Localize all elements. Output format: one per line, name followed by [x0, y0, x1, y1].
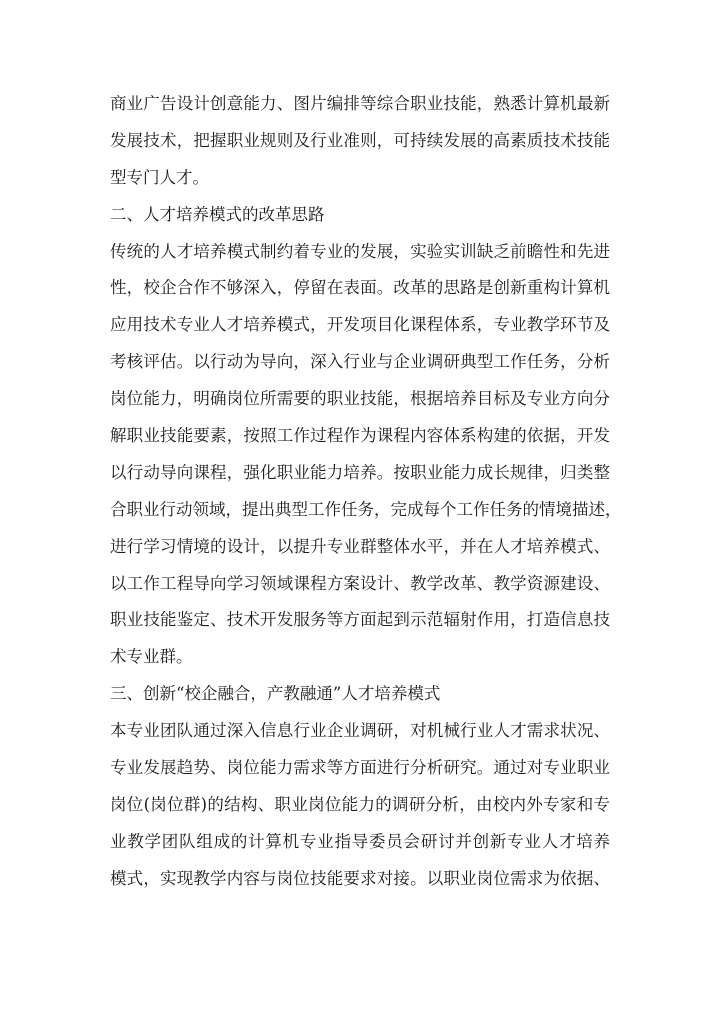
text-line: 解职业技能要素，按照工作过程作为课程内容体系构建的依据，开发	[110, 426, 610, 446]
text-line: 岗位(岗位群)的结构、职业岗位能力的调研分析，由校内外专家和专	[110, 794, 610, 814]
text-line: 应用技术专业人才培养模式，开发项目化课程体系，专业教学环节及	[110, 315, 610, 335]
section-heading: 三、创新“校企融合，产教融通”人才培养模式	[110, 684, 441, 704]
text-line: 商业广告设计创意能力、图片编排等综合职业技能，熟悉计算机最新	[110, 94, 610, 113]
text-line: 职业技能鉴定、技术开发服务等方面起到示范辐射作用，打造信息技	[110, 610, 610, 630]
text-line: 发展技术，把握职业规则及行业准则，可持续发展的高素质技术技能	[110, 130, 610, 150]
text-line: 合职业行动领域，提出典型工作任务，完成每个工作任务的情境描述，	[110, 499, 622, 519]
text-line: 专业发展趋势、岗位能力需求等方面进行分析研究。通过对专业职业	[110, 758, 610, 778]
text-line: 以工作工程导向学习领域课程方案设计、教学改革、教学资源建设、	[110, 573, 610, 593]
text-line: 术专业群。	[110, 647, 193, 667]
document-body	[110, 86, 622, 898]
text-line: 传统的人才培养模式制约着专业的发展，实验实训缺乏前瞻性和先进	[110, 241, 610, 261]
text-line: 性，校企合作不够深入，停留在表面。改革的思路是创新重构计算机	[110, 278, 610, 298]
text-line: 进行学习情境的设计，以提升专业群整体水平，并在人才培养模式、	[110, 536, 610, 556]
text-line: 岗位能力，明确岗位所需要的职业技能，根据培养目标及专业方向分	[110, 389, 610, 409]
text-line: 模式，实现教学内容与岗位技能要求对接。以职业岗位需求为依据、	[110, 868, 610, 888]
text-line: 型专门人才。	[110, 167, 209, 187]
text-line: 业教学团队组成的计算机专业指导委员会研讨并创新专业人才培养	[110, 831, 610, 851]
section-heading: 二、人才培养模式的改革思路	[110, 204, 325, 224]
text-line: 考核评估。以行动为导向，深入行业与企业调研典型工作任务，分析	[110, 352, 610, 372]
text-line: 本专业团队通过深入信息行业企业调研，对机械行业人才需求状况、	[110, 721, 610, 741]
text-line: 以行动导向课程，强化职业能力培养。按职业能力成长规律，归类整	[110, 462, 610, 482]
